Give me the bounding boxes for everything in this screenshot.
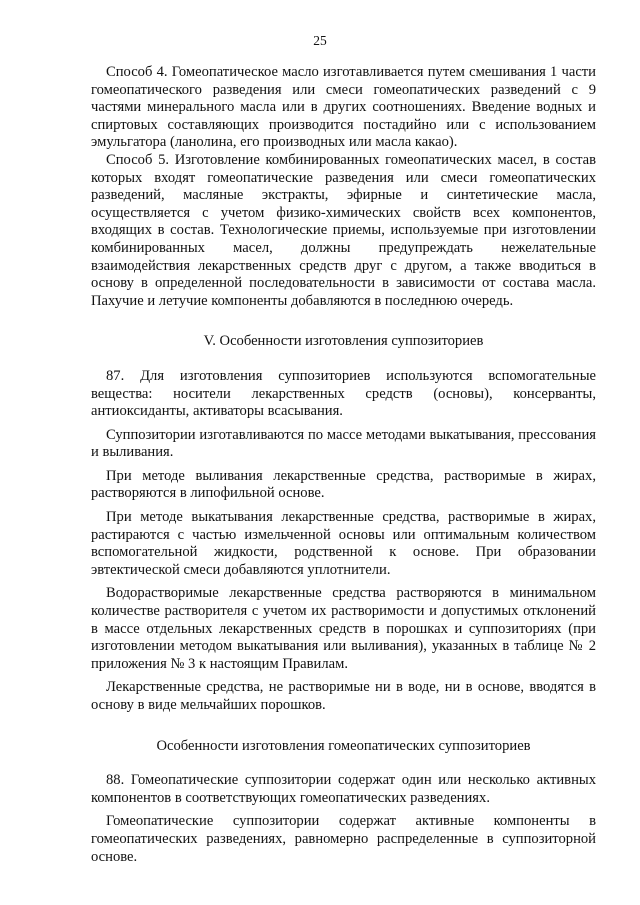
paragraph-pouring-method: При методе выливания лекарственные средства, растворимые в жирах, растворяются в липофильной основе.: [91, 467, 596, 502]
paragraph-88: 88. Гомеопатические суппозитории содержат один или несколько активных компонентов в соответствующих гомеопатических разведениях.: [91, 772, 596, 806]
paragraph-water-soluble: Водорастворимые лекарственные средства растворяются в минимальном количестве растворителя с учетом их растворимости и допустимых отклонений в массе отдельных лекарственных средств в порошках и суппозиториях (при изготовлении методом выкатывания или выливания), указанных в таблице № 2 приложения № 3 к настоящим Правилам.: [91, 585, 596, 672]
paragraph-method-5: Способ 5. Изготовление комбинированных гомеопатических масел, в состав которых входят гомеопатические разведения или смеси гомеопатических разведений, масляные экстракты, эфирные и синтетические масла, осуществляется с учетом физико-химических свойств всех компонентов, входящих в состав. Технологические приемы, используемые при изготовлении комбинированных масел, должны предупреждать нежелательные взаимодействия лекарственных средств друг с другом, а также вводиться в основу в определенной последовательности в зависимости от состава масла. Пахучие и летучие компоненты добавляются в последнюю очередь.: [91, 151, 596, 309]
paragraph-rolling-method: При методе выкатывания лекарственные средства, растворимые в жирах, растираются с частью измельченной основы или оптимальным количеством вспомогательной жидкости, родственной к основе. При образовании эвтектической смеси добавляются уплотнители.: [91, 509, 596, 578]
paragraph-method-4: Способ 4. Гомеопатическое масло изготавливается путем смешивания 1 части гомеопатического разведения или смеси гомеопатических разведений с 9 частями минерального масла или в других соотношениях. Введение водных и спиртовых составляющих производится постадийно или с использованием эмульгатора (ланолина, его производных или масла какао).: [91, 64, 596, 151]
section-heading-homeopathic-suppositories: Особенности изготовления гомеопатических суппозиториев: [156, 737, 531, 754]
paragraph-homeopathic-components: Гомеопатические суппозитории содержат активные компоненты в гомеопатических разведениях, равномерно распределенные в суппозиторной основе.: [91, 813, 596, 865]
page-number: 25: [313, 33, 327, 48]
section-heading-suppositories: V. Особенности изготовления суппозиториев: [203, 333, 484, 350]
paragraph-suppository-methods: Суппозитории изготавливаются по массе методами выкатывания, прессования и выливания.: [91, 426, 596, 461]
paragraph-insoluble: Лекарственные средства, не растворимые ни в воде, ни в основе, вводятся в основу в виде мельчайших порошков.: [91, 679, 596, 713]
page-body: [91, 64, 596, 866]
paragraph-87: 87. Для изготовления суппозиториев используются вспомогательные вещества: носители лекарственных средств (основы), консерванты, антиоксиданты, активаторы всасывания.: [91, 367, 596, 420]
